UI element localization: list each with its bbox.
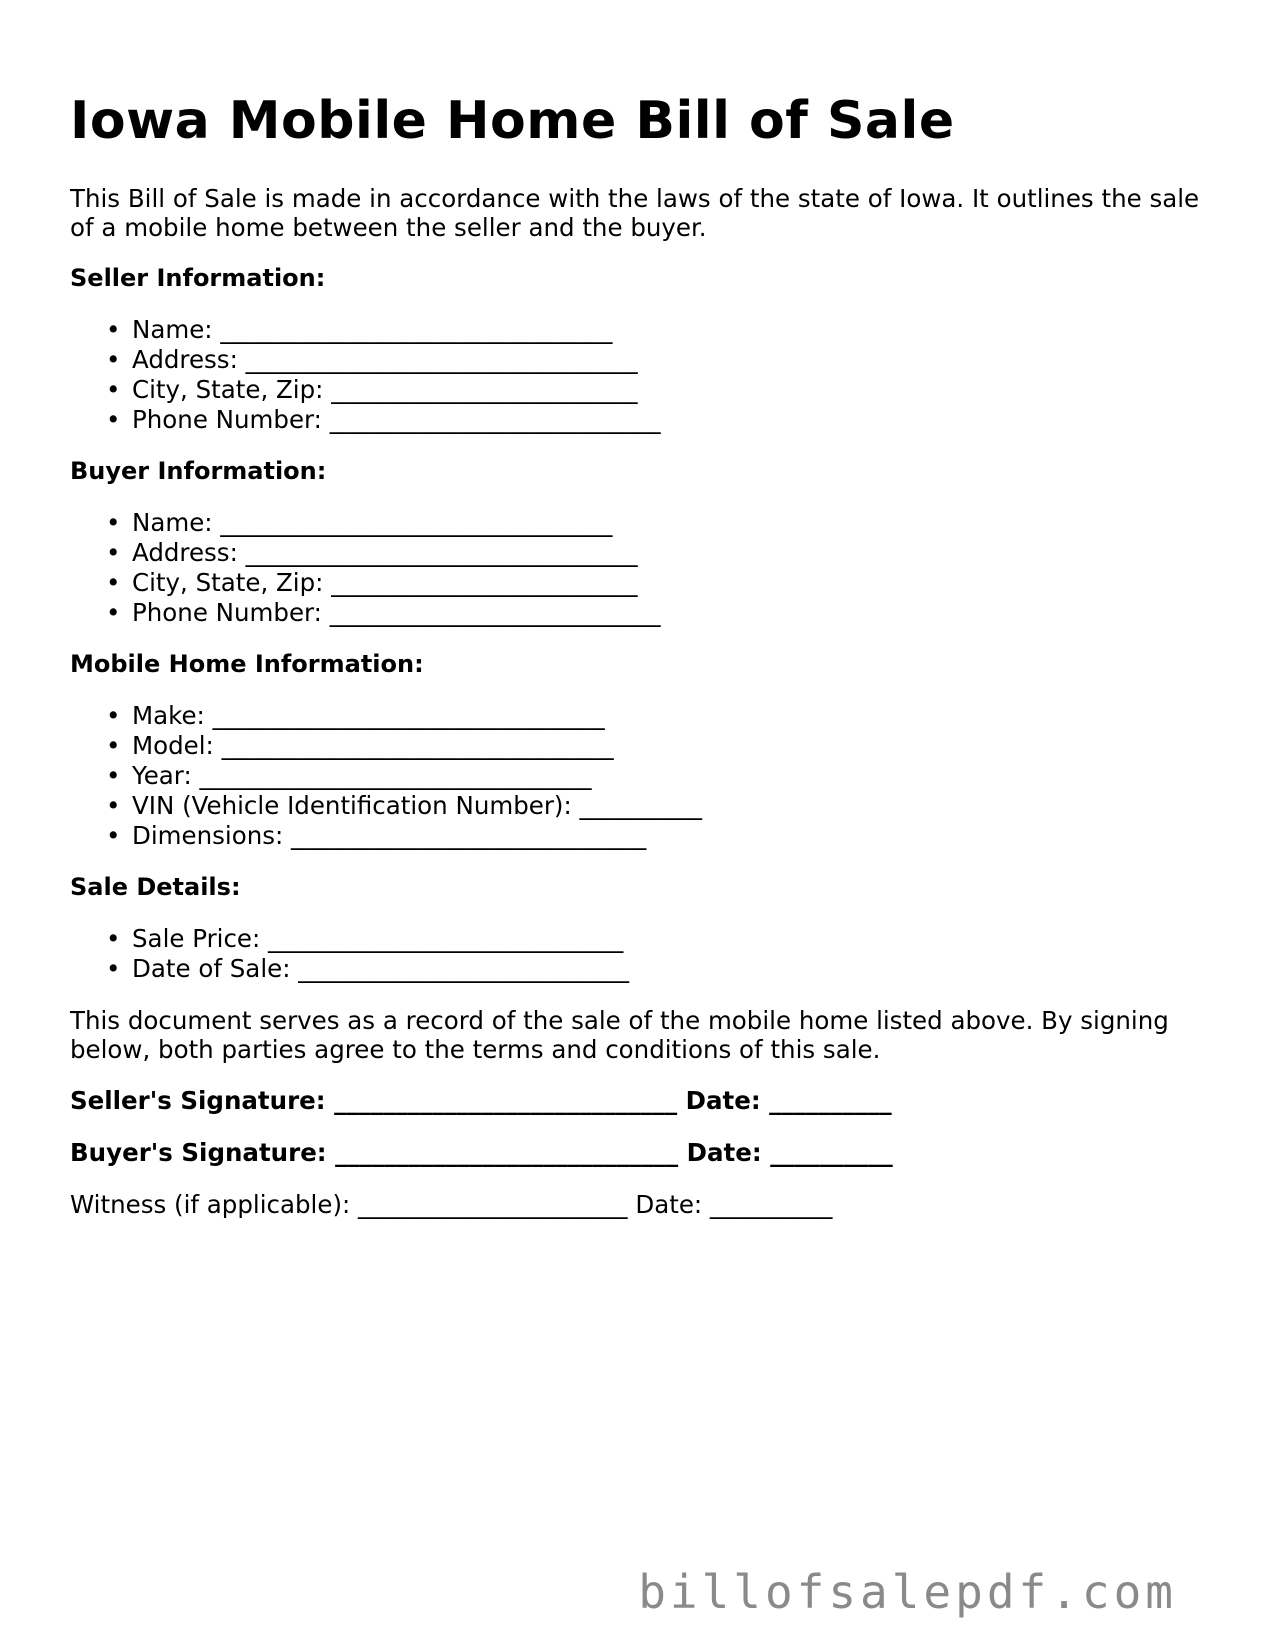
seller-name-field: • Name: ________________________________ xyxy=(132,315,1210,345)
buyer-city-state-zip-field: • City, State, Zip: _________________________ xyxy=(132,568,1210,598)
model-field: • Model: ________________________________ xyxy=(132,731,1210,761)
vin-field: • VIN (Vehicle Identification Number): __________ xyxy=(132,791,1210,821)
closing-paragraph: This document serves as a record of the sale of the mobile home listed above. By signing below, both parties agree to the terms and conditions of this sale. xyxy=(70,1006,1169,1064)
intro-paragraph: This Bill of Sale is made in accordance with the laws of the state of Iowa. It outlines the sale of a mobile home between the seller and the buyer. xyxy=(70,184,1200,242)
buyer-address-field: • Address: ________________________________ xyxy=(132,538,1210,568)
sale-details-section-heading: Sale Details: xyxy=(70,873,241,901)
page-title: Iowa Mobile Home Bill of Sale xyxy=(70,91,955,151)
date-of-sale-field: • Date of Sale: ___________________________ xyxy=(132,954,1210,984)
sale-price-field: • Sale Price: _____________________________ xyxy=(132,924,1210,954)
seller-signature-line: Seller's Signature: ____________________________ Date: __________ xyxy=(70,1086,892,1115)
watermark-text: billofsalepdf.com xyxy=(638,1565,1177,1619)
make-field: • Make: ________________________________ xyxy=(132,701,1210,731)
seller-section-heading: Seller Information: xyxy=(70,264,326,292)
buyer-fields-list xyxy=(70,508,1210,628)
document-page xyxy=(70,90,1210,1220)
year-field: • Year: ________________________________ xyxy=(132,761,1210,791)
sale-details-fields-list xyxy=(70,924,1210,984)
mobile-home-section-heading: Mobile Home Information: xyxy=(70,650,424,678)
dimensions-field: • Dimensions: _____________________________ xyxy=(132,821,1210,851)
mobile-home-fields-list xyxy=(70,701,1210,851)
buyer-section-heading: Buyer Information: xyxy=(70,457,327,485)
witness-signature-line: Witness (if applicable): ______________________ Date: __________ xyxy=(70,1190,833,1219)
seller-address-field: • Address: ________________________________ xyxy=(132,345,1210,375)
seller-city-state-zip-field: • City, State, Zip: _________________________ xyxy=(132,375,1210,405)
buyer-signature-line: Buyer's Signature: ____________________________ Date: __________ xyxy=(70,1138,893,1167)
buyer-name-field: • Name: ________________________________ xyxy=(132,508,1210,538)
seller-fields-list xyxy=(70,315,1210,435)
seller-phone-field: • Phone Number: ___________________________ xyxy=(132,405,1210,435)
buyer-phone-field: • Phone Number: ___________________________ xyxy=(132,598,1210,628)
